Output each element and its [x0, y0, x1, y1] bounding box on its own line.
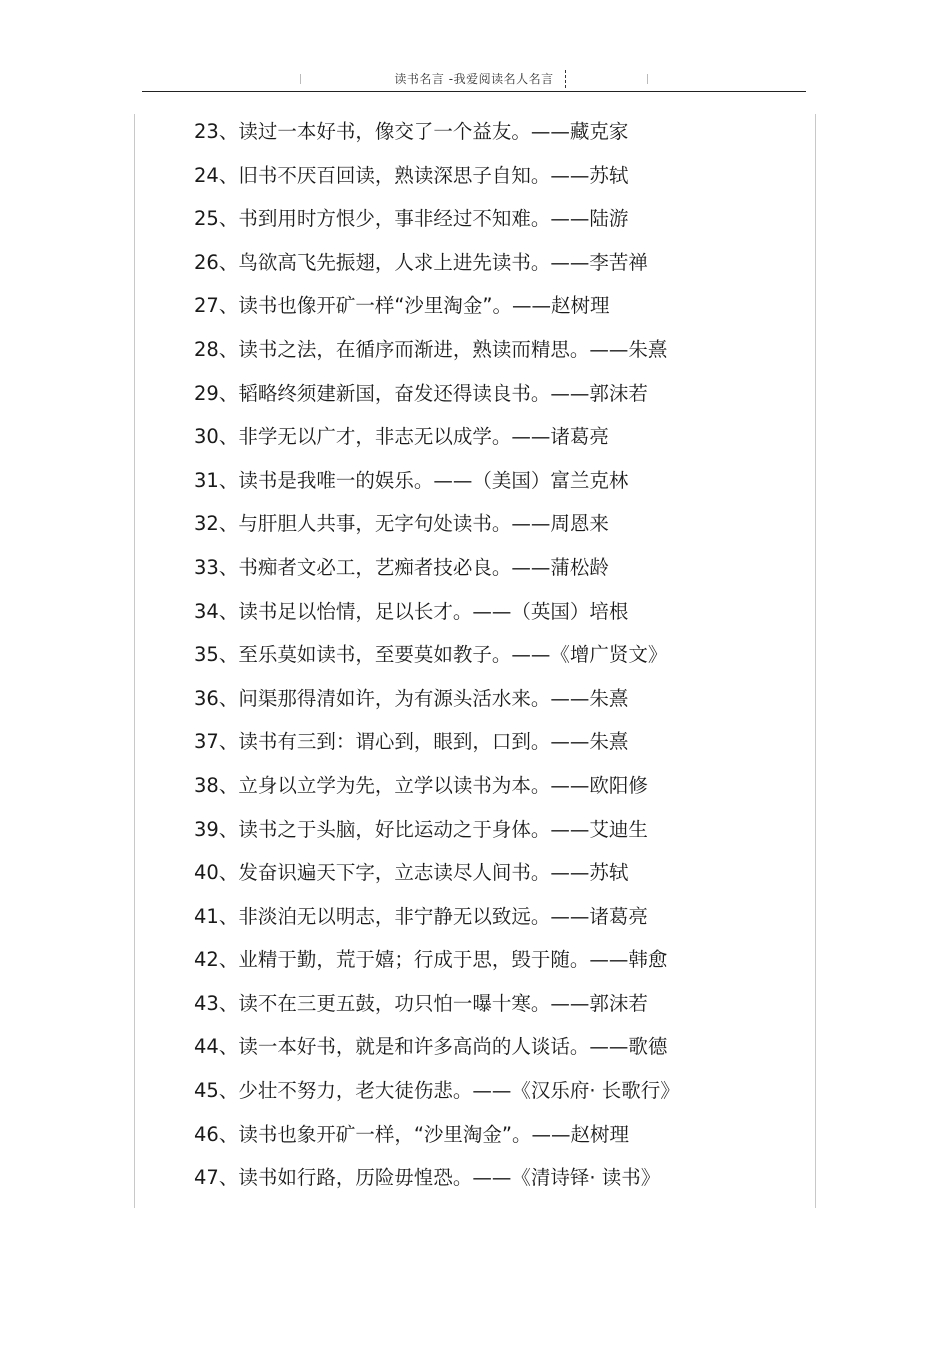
- quote-item: 32、与肝胆人共事，无字句处读书。——周恩来: [194, 512, 609, 536]
- quote-item: 45、少壮不努力，老大徒伤悲。——《汉乐府· 长歌行》: [194, 1079, 680, 1103]
- quote-list: [194, 115, 794, 1205]
- quote-item: 41、非淡泊无以明志，非宁静无以致远。——诸葛亮: [194, 904, 648, 928]
- quote-item: 46、读书也象开矿一样，“沙里淘金”。——赵树理: [194, 1122, 630, 1146]
- frame-right-border: [815, 114, 816, 1208]
- quote-item: 28、读书之法，在循序而渐进，熟读而精思。——朱熹: [194, 337, 668, 361]
- quote-item: 43、读不在三更五鼓，功只怕一曝十寒。——郭沫若: [194, 991, 648, 1015]
- quote-item: 27、读书也像开矿一样“沙里淘金”。——赵树理: [194, 294, 610, 318]
- quote-item: 33、书痴者文必工，艺痴者技必良。——蒲松龄: [194, 555, 609, 579]
- quote-item: 25、书到用时方恨少，事非经过不知难。——陆游: [194, 207, 629, 231]
- quote-item: 30、非学无以广才，非志无以成学。——诸葛亮: [194, 425, 609, 449]
- quote-item: 29、韬略终须建新国，奋发还得读良书。——郭沫若: [194, 381, 648, 405]
- quote-item: 42、业精于勤，荒于嬉；行成于思，毁于随。——韩愈: [194, 948, 668, 972]
- quote-item: 39、读书之于头脑，好比运动之于身体。——艾迪生: [194, 817, 648, 841]
- quote-item: 34、读书足以怡情，足以长才。——（英国）培根: [194, 599, 629, 623]
- quote-item: 38、立身以立学为先，立学以读书为本。——欧阳修: [194, 773, 648, 797]
- frame-left-border: [134, 114, 135, 1208]
- header-rule: [142, 91, 806, 92]
- quote-item: 35、至乐莫如读书，至要莫如教子。——《增广贤文》: [194, 643, 668, 667]
- quote-item: 31、读书是我唯一的娱乐。——（美国）富兰克林: [194, 468, 629, 492]
- quote-item: 24、旧书不厌百回读，熟读深思子自知。——苏轼: [194, 163, 629, 187]
- quote-item: 47、读书如行路，历险毋惶恐。——《清诗铎· 读书》: [194, 1166, 661, 1190]
- header-tick-right: [647, 74, 648, 84]
- header-dashed-mark: [565, 70, 566, 88]
- quote-item: 40、发奋识遍天下字，立志读尽人间书。——苏轼: [194, 861, 629, 885]
- quote-item: 36、问渠那得清如许，为有源头活水来。——朱熹: [194, 686, 629, 710]
- header-title: 读书名言 -我爱阅读名人名言: [394, 72, 554, 86]
- quote-item: 37、读书有三到：谓心到，眼到，口到。——朱熹: [194, 730, 629, 754]
- quote-item: 23、读过一本好书，像交了一个益友。——藏克家: [194, 120, 629, 143]
- page-header: [142, 62, 806, 92]
- quote-item: 44、读一本好书，就是和许多高尚的人谈话。——歌德: [194, 1035, 668, 1059]
- quote-item: 26、鸟欲高飞先振翅，人求上进先读书。——李苦禅: [194, 250, 648, 274]
